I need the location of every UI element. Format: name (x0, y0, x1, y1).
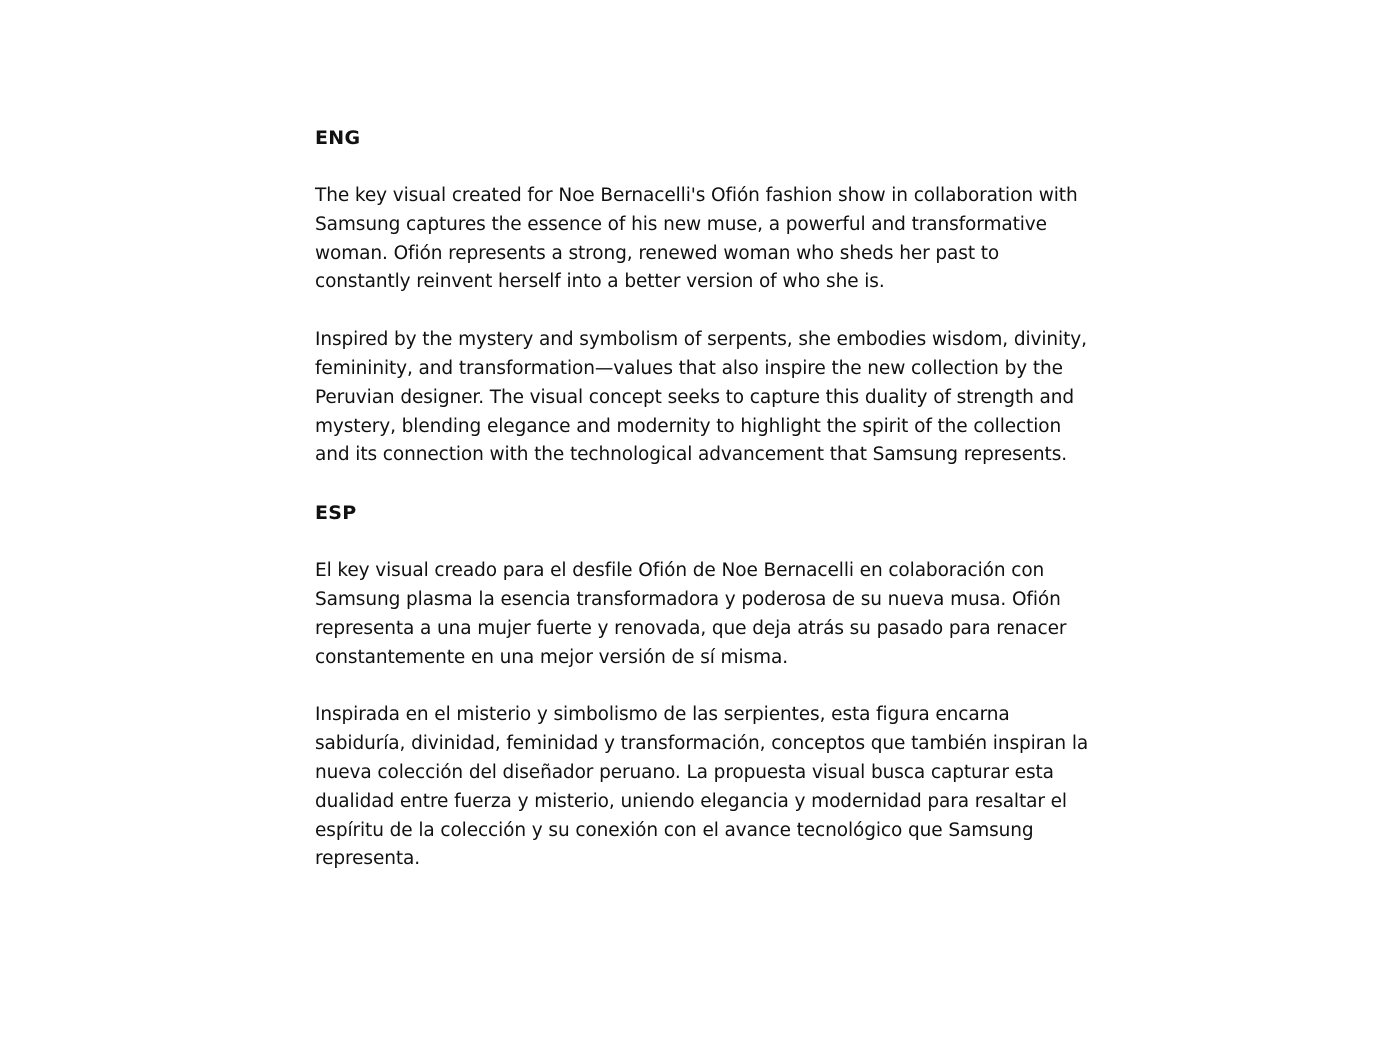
spanish-paragraph-1: El key visual creado para el desfile Ofión de Noe Bernacelli en colaboración con Samsung plasma la esencia transformadora y poderosa de su nueva musa. Ofión representa a una mujer fuerte y renovada, que deja atrás su pasado para renacer constantemente en una mejor versión de sí misma. (315, 560, 1067, 668)
spanish-section (315, 499, 1095, 874)
spanish-paragraph-2: Inspirada en el misterio y simbolismo de las serpientes, esta figura encarna sabiduría, divinidad, feminidad y transformación, conceptos que también inspiran la nueva colección del diseñador peruano. La propuesta visual busca capturar esta dualidad entre fuerza y misterio, uniendo elegancia y modernidad para resaltar el espíritu de la colección y su conexión con el avance tecnológico que Samsung representa. (315, 704, 1089, 870)
english-paragraph-1: The key visual created for Noe Bernacelli's Ofión fashion show in collaboration with Samsung captures the essence of his new muse, a powerful and transformative woman. Ofión represents a strong, renewed woman who sheds her past to constantly reinvent herself into a better version of who she is. (315, 185, 1078, 293)
spanish-heading: ESP (315, 502, 357, 525)
english-paragraph-2: Inspired by the mystery and symbolism of serpents, she embodies wisdom, divinity, femininity, and transformation—values that also inspire the new collection by the Peruvian designer. The visual concept seeks to capture this duality of strength and mystery, blending elegance and modernity to highlight the spirit of the collection and its connection with the technological advancement that Samsung represents. (315, 329, 1087, 466)
project-description (315, 124, 1095, 903)
english-section (315, 124, 1095, 470)
english-heading: ENG (315, 127, 361, 149)
